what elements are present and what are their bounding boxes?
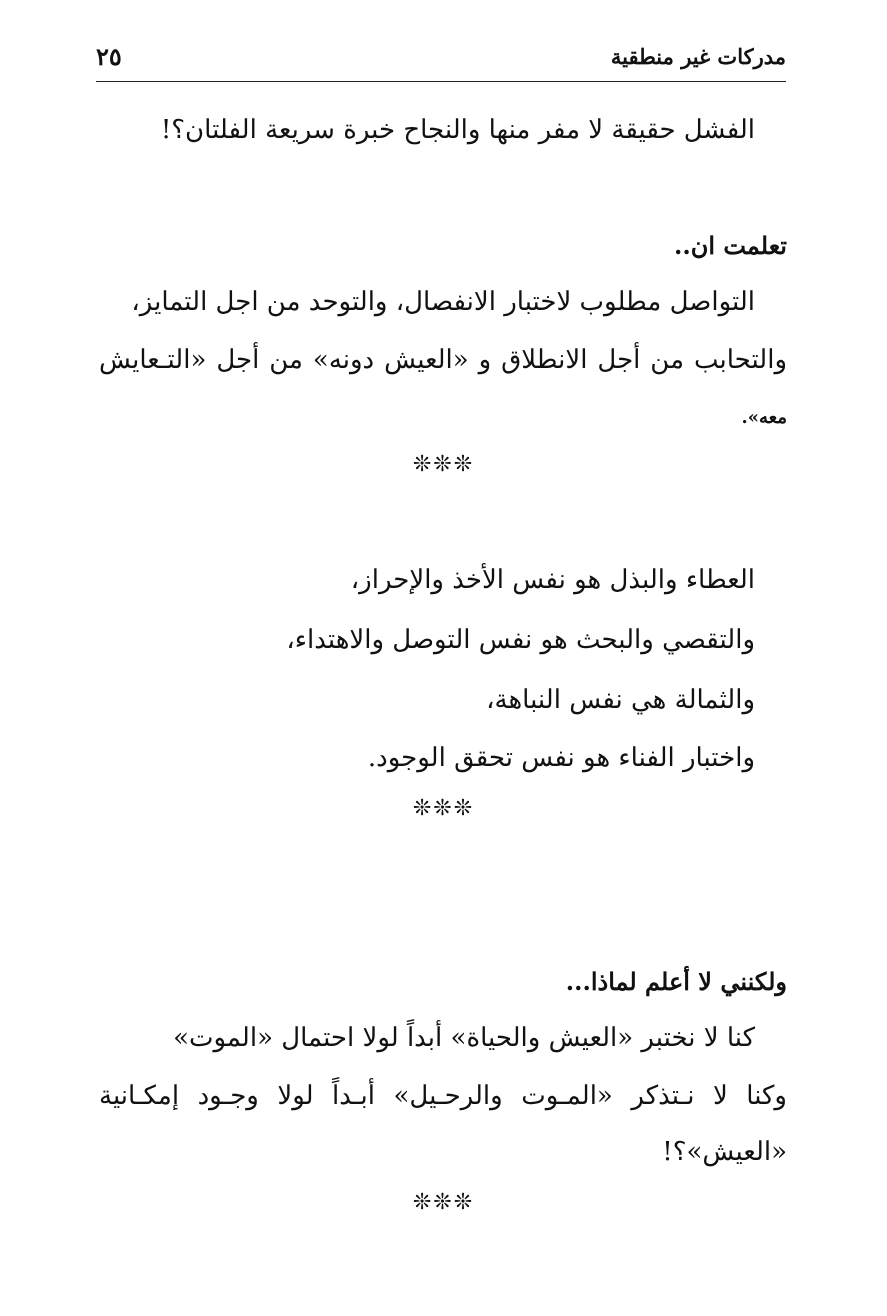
section-separator: ❊❊❊ xyxy=(412,1190,475,1215)
section2-line: والثمالة هي نفس النباهة، xyxy=(486,685,755,715)
section1-line: معه». xyxy=(741,407,787,428)
running-title: مدركات غير منطقية xyxy=(610,44,786,69)
section3-line: وكنا لا نـتذكر «المـوت والرحـيل» أبـداً لولا وجـود إمكـانية xyxy=(99,1081,787,1111)
section1-heading: تعلمت ان.. xyxy=(673,231,787,260)
page-number: ٢٥ xyxy=(96,42,122,71)
page-header xyxy=(96,40,786,80)
section3-line: «العيش»؟! xyxy=(662,1137,787,1167)
intro-line: الفشل حقيقة لا مفر منها والنجاح خبرة سريعة الفلتان؟! xyxy=(160,115,755,145)
section-separator: ❊❊❊ xyxy=(412,796,475,821)
section1-line: التواصل مطلوب لاختبار الانفصال، والتوحد من اجل التمايز، xyxy=(131,287,755,317)
section3-heading: ولكنني لا أعلم لماذا... xyxy=(565,967,787,996)
section2-line: واختبار الفناء هو نفس تحقق الوجود. xyxy=(367,743,755,773)
section3-line: كنا لا نختبر «العيش والحياة» أبداً لولا احتمال «الموت» xyxy=(173,1023,755,1053)
section2-line: العطاء والبذل هو نفس الأخذ والإحراز، xyxy=(350,565,755,595)
section-separator: ❊❊❊ xyxy=(412,452,475,477)
header-rule xyxy=(96,81,786,82)
section2-line: والتقصي والبحث هو نفس التوصل والاهتداء، xyxy=(286,625,755,655)
section1-line: والتحابب من أجل الانطلاق و «العيش دونه» من أجل «التـعايش xyxy=(99,345,787,375)
